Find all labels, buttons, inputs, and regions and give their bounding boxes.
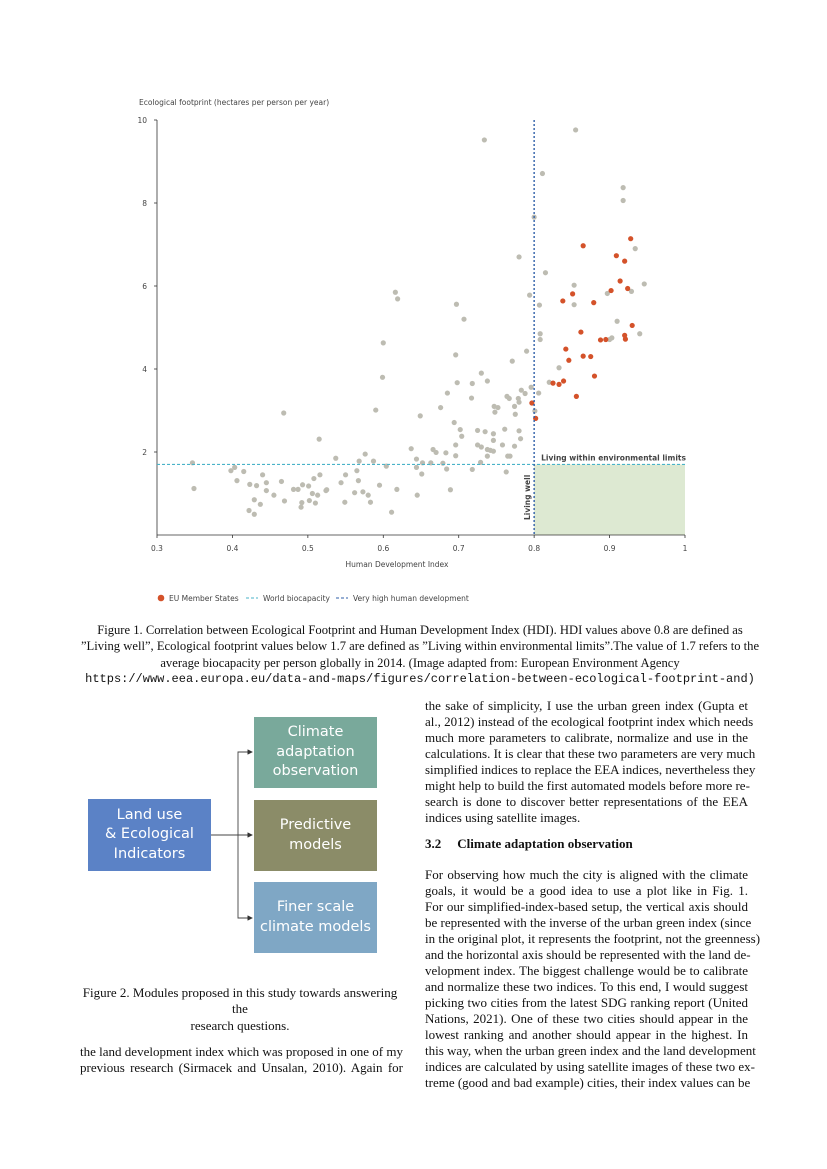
text-line: For observing how much the city is aligned with the climate (425, 867, 748, 882)
country-point (469, 395, 474, 400)
country-point (409, 446, 414, 451)
eu-member-point (581, 243, 586, 248)
text-line: the sake of simplicity, I use the urban green index (Gupta et (425, 698, 748, 713)
country-point (482, 137, 487, 142)
country-point (637, 331, 642, 336)
country-point (615, 319, 620, 324)
country-point (443, 450, 448, 455)
text-line: For our simplified-index-based setup, the vertical axis should (425, 899, 748, 914)
land-use-box: Land use & Ecological Indicators (88, 799, 211, 871)
country-point (352, 490, 357, 495)
eu-member-point (591, 300, 596, 305)
text-line: velopment index. The biggest challenge would be to calibrate (425, 963, 748, 978)
eu-member-point (608, 288, 613, 293)
country-point (459, 434, 464, 439)
text-line: calculations. It is clear that these two parameters are very much (425, 746, 756, 761)
country-point (452, 420, 457, 425)
country-point (418, 413, 423, 418)
country-point (502, 427, 507, 432)
eu-member-point (560, 298, 565, 303)
country-point (507, 454, 512, 459)
country-point (642, 281, 647, 286)
country-point (492, 410, 497, 415)
country-point (313, 500, 318, 505)
country-point (524, 349, 529, 354)
paragraph-2 (425, 867, 761, 1091)
country-point (306, 483, 311, 488)
country-point (389, 510, 394, 515)
country-point (298, 505, 303, 510)
left-column-text (80, 1044, 403, 1076)
country-point (281, 410, 286, 415)
country-point (363, 451, 368, 456)
country-point (258, 502, 263, 507)
eu-member-point (563, 346, 568, 351)
country-point (479, 371, 484, 376)
country-point (491, 449, 496, 454)
country-point (633, 246, 638, 251)
x-tick-label: 0.5 (301, 544, 314, 553)
country-point (444, 466, 449, 471)
country-point (507, 396, 512, 401)
climate-adaptation-box: Climate adaptation observation (254, 717, 377, 788)
country-point (234, 478, 239, 483)
country-point (271, 493, 276, 498)
country-point (516, 428, 521, 433)
eu-member-point (598, 337, 603, 342)
country-point (191, 486, 196, 491)
eu-member-point (574, 394, 579, 399)
country-point (512, 444, 517, 449)
living-within-limits-label: Living within environmental limits (541, 453, 686, 463)
figure2-caption (75, 985, 405, 1034)
text-line: indices are calculated by using satellite images of these two ex- (425, 1059, 755, 1074)
text-line: previous research (Sirmacek and Unsalan, 2010). Again for (80, 1060, 403, 1075)
country-point (241, 469, 246, 474)
text-line: Nations, 2021). One of these two cities should appear in the (425, 1011, 748, 1026)
country-point (543, 270, 548, 275)
country-point (475, 428, 480, 433)
text-line: search is done to discover better representations of the EEA (425, 794, 748, 809)
country-point (395, 296, 400, 301)
country-point (414, 456, 419, 461)
text-line: might help to build the first automated models before more re- (425, 778, 750, 793)
country-point (264, 488, 269, 493)
x-tick-label: 0.7 (452, 544, 465, 553)
y-tick-label: 8 (142, 199, 147, 208)
country-point (495, 405, 500, 410)
eu-member-point (618, 278, 623, 283)
text-line: much more parameters to calibrate, normalize and use in the (425, 730, 748, 745)
text-line: be represented with the inverse of the urban green index (since (425, 915, 752, 930)
legend-hdi-label: Very high human development (353, 594, 469, 603)
country-point (354, 468, 359, 473)
text-line: in the original plot, it represents the footprint, not the greenness) (425, 931, 761, 946)
legend-eu-marker (158, 595, 165, 602)
text-line: al., 2012) instead of the ecological footprint index which needs (425, 714, 754, 729)
country-point (621, 185, 626, 190)
country-point (380, 375, 385, 380)
country-point (485, 454, 490, 459)
living-zone-area (534, 464, 685, 535)
text-line: indices using satellite images. (425, 810, 581, 825)
eu-member-point (550, 381, 555, 386)
eu-member-point (592, 373, 597, 378)
section-number: 3.2 (425, 836, 442, 851)
country-point (448, 487, 453, 492)
country-point (538, 331, 543, 336)
text-line: goals, it would be a good idea to use a plot like in Fig. 1. (425, 883, 748, 898)
country-point (573, 127, 578, 132)
country-point (366, 493, 371, 498)
country-point (333, 456, 338, 461)
branch-connector (238, 752, 252, 918)
text-line: this way, when the urban green index and the land development (425, 1043, 756, 1058)
country-point (317, 437, 322, 442)
country-point (455, 380, 460, 385)
caption-line: average biocapacity per person globally in 2014. (Image adapted from: European Environment Agency (160, 655, 680, 670)
text-line: the land development index which was proposed in one of my (80, 1044, 403, 1059)
country-point (445, 390, 450, 395)
x-axis-title: Human Development Index (345, 560, 449, 569)
section-title: Climate adaptation observation (457, 836, 633, 851)
country-point (371, 459, 376, 464)
country-point (394, 487, 399, 492)
eu-member-point (628, 236, 633, 241)
predictive-models-box: Predictive models (254, 800, 377, 871)
x-tick-label: 0.8 (528, 544, 541, 553)
country-point (518, 436, 523, 441)
country-point (556, 365, 561, 370)
country-point (440, 461, 445, 466)
country-point (368, 500, 373, 505)
country-point (264, 480, 269, 485)
text-line: picking two cities from the latest SDG ranking report (United (425, 995, 748, 1010)
eu-member-point (570, 291, 575, 296)
country-point (228, 468, 233, 473)
country-point (453, 442, 458, 447)
country-point (356, 478, 361, 483)
y-tick-label: 4 (142, 365, 147, 374)
country-point (414, 465, 419, 470)
country-point (470, 467, 475, 472)
x-tick-label: 1 (682, 544, 688, 553)
caption-line: research questions. (190, 1017, 290, 1033)
eu-member-point (566, 358, 571, 363)
country-point (246, 508, 251, 513)
legend-biocapacity-label: World biocapacity (263, 594, 330, 603)
country-point (491, 431, 496, 436)
country-point (491, 438, 496, 443)
country-point (317, 472, 322, 477)
eu-member-point (588, 354, 593, 359)
eu-member-point (578, 329, 583, 334)
country-point (311, 476, 316, 481)
country-point (500, 442, 505, 447)
y-tick-label: 2 (142, 448, 147, 457)
country-point (357, 459, 362, 464)
figure1-caption (70, 622, 770, 687)
x-tick-label: 0.4 (226, 544, 239, 553)
country-point (538, 337, 543, 342)
country-point (323, 488, 328, 493)
eu-member-point (625, 286, 630, 291)
country-point (504, 469, 509, 474)
country-point (470, 381, 475, 386)
country-point (513, 412, 518, 417)
country-point (252, 512, 257, 517)
country-point (461, 317, 466, 322)
country-point (529, 385, 534, 390)
country-point (393, 290, 398, 295)
country-point (260, 472, 265, 477)
country-point (315, 493, 320, 498)
country-point (537, 302, 542, 307)
country-point (342, 500, 347, 505)
country-point (419, 471, 424, 476)
country-point (536, 390, 541, 395)
eu-member-point (622, 259, 627, 264)
country-point (343, 472, 348, 477)
country-point (433, 450, 438, 455)
text-line: lowest ranking and another should appear in the highest. In (425, 1027, 748, 1042)
country-point (307, 498, 312, 503)
x-tick-label: 0.9 (603, 544, 616, 553)
x-tick-label: 0.3 (151, 544, 163, 553)
country-point (522, 391, 527, 396)
country-point (454, 302, 459, 307)
country-point (453, 453, 458, 458)
eu-member-point (556, 382, 561, 387)
country-point (338, 480, 343, 485)
country-point (300, 482, 305, 487)
country-point (438, 405, 443, 410)
text-line: treme (good and bad example) cities, their index values can be (425, 1075, 751, 1090)
country-point (381, 340, 386, 345)
country-point (512, 404, 517, 409)
caption-line: Figure 1. Correlation between Ecological Footprint and Human Development Index (HDI). HDI values above 0.8 are defined as (97, 623, 743, 637)
eu-member-point (630, 323, 635, 328)
eu-member-point (623, 337, 628, 342)
caption-url: https://www.eea.europa.eu/data-and-maps/figures/correlation-between-ecological-footprint-and) (85, 671, 755, 686)
legend-eu-label: EU Member States (169, 594, 239, 603)
caption-line: Figure 2. Modules proposed in this study towards answering the (82, 985, 398, 1017)
section-heading (425, 836, 633, 852)
country-point (247, 482, 252, 487)
finer-scale-box: Finer scale climate models (254, 882, 377, 953)
country-point (415, 493, 420, 498)
country-point (510, 359, 515, 364)
country-point (310, 491, 315, 496)
country-point (360, 489, 365, 494)
country-point (453, 352, 458, 357)
y-tick-label: 6 (142, 282, 147, 291)
text-line: and normalize these two indices. To this end, I would suggest (425, 979, 748, 994)
eu-member-point (581, 354, 586, 359)
country-point (254, 483, 259, 488)
country-point (458, 427, 463, 432)
eu-member-point (614, 253, 619, 258)
country-point (532, 408, 537, 413)
legend (158, 594, 469, 603)
caption-line: ”Living well”, Ecological footprint values below 1.7 are defined as ”Living within environmental limits”.The value of 1.7 refers to the (80, 639, 760, 654)
country-point (295, 487, 300, 492)
country-point (516, 400, 521, 405)
country-point (373, 407, 378, 412)
country-point (516, 254, 521, 259)
country-point (282, 498, 287, 503)
country-point (252, 497, 257, 502)
country-point (377, 483, 382, 488)
country-point (621, 198, 626, 203)
text-line: and the horizontal axis should be represented with the land de- (425, 947, 751, 962)
country-point (291, 487, 296, 492)
y-tick-label: 10 (137, 116, 147, 125)
country-point (572, 283, 577, 288)
country-point (279, 479, 284, 484)
eu-member-point (603, 337, 608, 342)
eu-member-point (561, 378, 566, 383)
y-axis-title: Ecological footprint (hectares per person per year) (139, 98, 330, 107)
country-point (485, 378, 490, 383)
country-point (527, 293, 532, 298)
x-tick-label: 0.6 (377, 544, 390, 553)
paragraph-1 (425, 698, 756, 826)
country-point (540, 171, 545, 176)
country-point (483, 429, 488, 434)
country-point (572, 302, 577, 307)
living-well-label: Living well (523, 474, 533, 520)
country-point (479, 444, 484, 449)
country-point (299, 500, 304, 505)
text-line: simplified indices to replace the EEA indices, nevertheless they (425, 762, 756, 777)
